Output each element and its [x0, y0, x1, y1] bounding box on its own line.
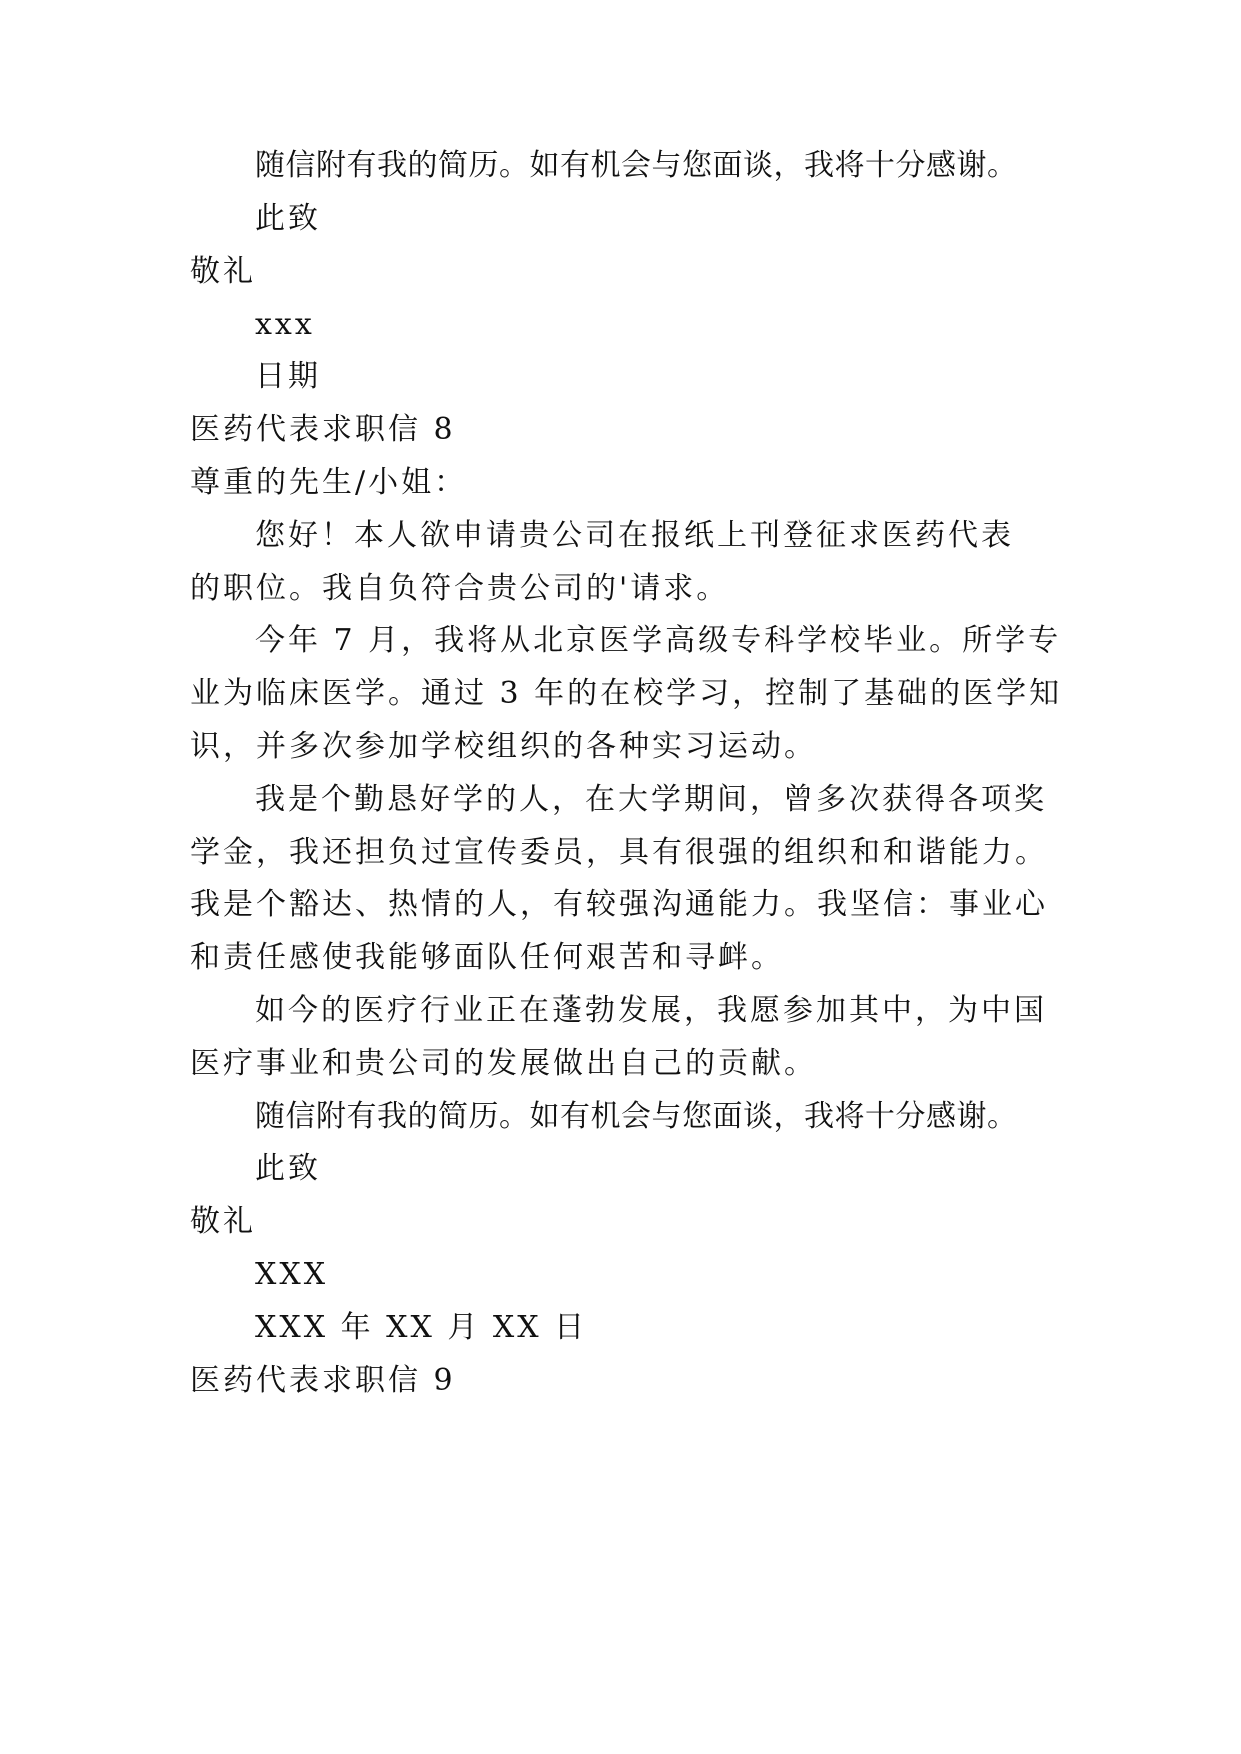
regards: 敬礼 — [190, 254, 256, 289]
signature: XXX — [255, 1257, 329, 1292]
paragraph-line: 我是个豁达、热情的人，有较强沟通能力。我坚信：事业心 — [190, 887, 1048, 922]
closing-paragraph: 随信附有我的简历。如有机会与您面谈，我将十分感谢。 — [255, 148, 1018, 183]
letter-heading: 医药代表求职信 9 — [190, 1363, 456, 1398]
paragraph-line: 识，并多次参加学校组织的各种实习运动。 — [190, 729, 817, 764]
paragraph-line: 的职位。我自负符合贵公司的'请求。 — [190, 571, 730, 606]
signature: xxx — [255, 307, 315, 342]
paragraph-line: 我是个勤恳好学的人，在大学期间，曾多次获得各项奖 — [255, 782, 1047, 817]
greeting: 尊重的先生/小姐： — [190, 465, 468, 500]
closing-paragraph: 随信附有我的简历。如有机会与您面谈，我将十分感谢。 — [255, 1099, 1018, 1134]
date-line: XXX 年 XX 月 XX 日 — [255, 1310, 588, 1345]
salutation-close: 此致 — [255, 1151, 321, 1186]
regards: 敬礼 — [190, 1204, 256, 1239]
paragraph-line: 如今的医疗行业正在蓬勃发展，我愿参加其中，为中国 — [255, 993, 1047, 1028]
date-line: 日期 — [255, 359, 321, 394]
salutation-close: 此致 — [255, 201, 321, 236]
paragraph-line: 医疗事业和贵公司的发展做出自己的贡献。 — [190, 1046, 817, 1081]
paragraph-line: 学金，我还担负过宣传委员，具有很强的组织和和谐能力。 — [190, 835, 1048, 870]
paragraph-line: 您好！本人欲申请贵公司在报纸上刊登征求医药代表 — [255, 518, 1014, 553]
letter-heading: 医药代表求职信 8 — [190, 412, 456, 447]
paragraph-line: 业为临床医学。通过 3 年的在校学习，控制了基础的医学知 — [190, 676, 1063, 711]
paragraph-line: 今年 7 月，我将从北京医学高级专科学校毕业。所学专 — [255, 623, 1062, 658]
paragraph-line: 和责任感使我能够面队任何艰苦和寻衅。 — [190, 940, 784, 975]
